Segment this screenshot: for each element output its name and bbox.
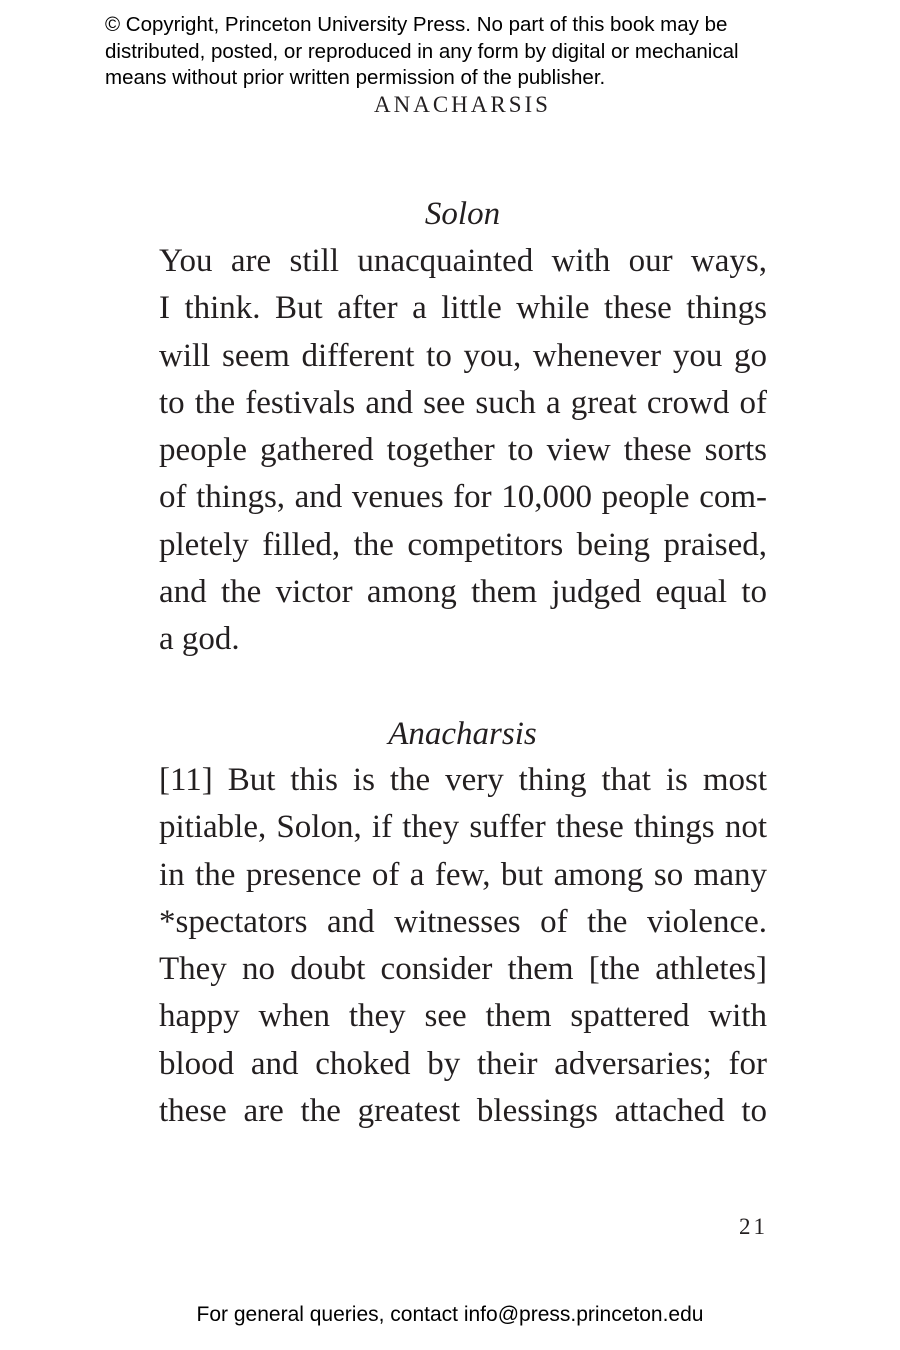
text-line: to the festivals and see such a great crowd of [159, 384, 767, 421]
text-line: They no doubt consider them [the athletes] [159, 951, 767, 988]
text-line: in the presence of a few, but among so many [159, 856, 767, 893]
copyright-line: distributed, posted, or reproduced in any form by digital or mechanical [105, 39, 739, 63]
text-line: these are the greatest blessings attached to [159, 1093, 767, 1130]
copyright-line: © Copyright, Princeton University Press. No part of this book may be [105, 13, 728, 36]
text-line: blood and choked by their adversaries; for [159, 1045, 767, 1082]
text-line: *spectators and witnesses of the violence. [159, 903, 767, 940]
text-line: happy when they see them spattered with [159, 998, 767, 1035]
text-line: will seem different to you, whenever you go [159, 337, 767, 374]
text-line: You are still unacquainted with our ways, [159, 243, 767, 279]
page-number: 21 [739, 1214, 768, 1239]
text-line: [11] But this is the very thing that is most [159, 762, 767, 798]
speaker-heading: Anacharsis [388, 716, 537, 752]
copyright-notice [105, 12, 825, 92]
text-line: pitiable, Solon, if they suffer these things not [159, 809, 767, 846]
speech-passage [159, 757, 767, 1135]
text-line: and the victor among them judged equal to [159, 574, 767, 611]
text-line: pletely filled, the competitors being praised, [159, 526, 767, 563]
speech-passage [159, 238, 767, 664]
copyright-line: means without prior written permission of the publisher. [105, 66, 606, 89]
text-line: I think. But after a little while these things [159, 290, 767, 327]
contact-footer: For general queries, contact info@press.princeton.edu [196, 1303, 704, 1326]
running-head: ANACHARSIS [374, 92, 551, 117]
text-line: of things, and venues for 10,000 people com- [159, 479, 767, 516]
speaker-heading: Solon [424, 196, 501, 232]
text-line: a god. [159, 621, 240, 658]
text-line: people gathered together to view these sorts [159, 432, 767, 469]
